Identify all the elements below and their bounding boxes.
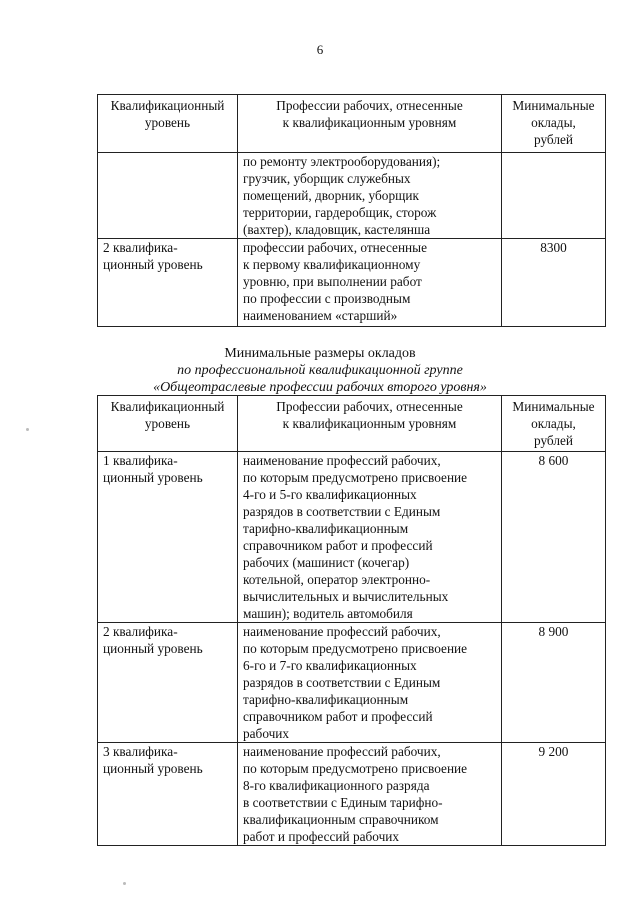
- table-row: [98, 623, 606, 743]
- row-salary-cell: [502, 153, 606, 239]
- header-minimum-salary: Минимальные оклады, рублей: [502, 396, 606, 452]
- table-row: [98, 743, 606, 846]
- row-level-cell: 3 квалифика- ционный уровень: [98, 743, 238, 846]
- salary-table-first-level-group: [97, 94, 606, 327]
- row-professions-cell: наименование профессий рабочих, по которым предусмотрено присвоение 4-го и 5-го квалификационных разрядов в соответствии с Единым тарифно-квалификационным справочником работ и профессий рабочих (машинист (кочегар) котельной, оператор электронно- вычислительных и вычислительных машин); водитель автомобиля: [238, 452, 502, 623]
- table-header-row: [98, 95, 606, 153]
- row-level-cell: 1 квалифика- ционный уровень: [98, 452, 238, 623]
- caption-line-3: «Общеотраслевые профессии рабочих второго уровня»: [153, 380, 487, 395]
- row-level-cell: 2 квалифика- ционный уровень: [98, 239, 238, 327]
- row-level-cell: [98, 153, 238, 239]
- header-professions: Профессии рабочих, отнесенные к квалификационным уровням: [238, 396, 502, 452]
- table-row: [98, 239, 606, 327]
- row-salary-cell: 8300: [502, 239, 606, 327]
- table-row: [98, 452, 606, 623]
- salary-table-second-level-group: [97, 395, 606, 846]
- header-qualification-level: Квалификационный уровень: [98, 396, 238, 452]
- row-professions-cell: наименование профессий рабочих, по которым предусмотрено присвоение 8-го квалификационного разряда в соответствии с Единым тарифно- квалификационным справочником работ и профессий рабочих: [238, 743, 502, 846]
- table-header-row: [98, 396, 606, 452]
- caption-line-2: по профессиональной квалификационной группе: [177, 363, 463, 378]
- row-professions-cell: наименование профессий рабочих, по которым предусмотрено присвоение 6-го и 7-го квалификационных разрядов в соответствии с Единым тарифно-квалификационным справочником работ и профессий рабочих: [238, 623, 502, 743]
- header-minimum-salary: Минимальные оклады, рублей: [502, 95, 606, 153]
- caption-line-1: Минимальные размеры окладов: [224, 346, 416, 361]
- row-salary-cell: 8 900: [502, 623, 606, 743]
- scan-speck: [123, 882, 126, 885]
- header-professions: Профессии рабочих, отнесенные к квалификационным уровням: [238, 95, 502, 153]
- table-row: [98, 153, 606, 239]
- page-number: 6: [316, 42, 324, 57]
- row-professions-cell: по ремонту электрооборудования); грузчик, уборщик служебных помещений, дворник, уборщик территории, гардеробщик, сторож (вахтер), кладовщик, кастелянша: [238, 153, 502, 239]
- row-salary-cell: 9 200: [502, 743, 606, 846]
- header-qualification-level: Квалификационный уровень: [98, 95, 238, 153]
- row-professions-cell: профессии рабочих, отнесенные к первому квалификационному уровню, при выполнении работ по профессии с производным наименованием «старший»: [238, 239, 502, 327]
- row-salary-cell: 8 600: [502, 452, 606, 623]
- section-caption: [0, 345, 640, 396]
- scan-speck: [26, 428, 29, 431]
- row-level-cell: 2 квалифика- ционный уровень: [98, 623, 238, 743]
